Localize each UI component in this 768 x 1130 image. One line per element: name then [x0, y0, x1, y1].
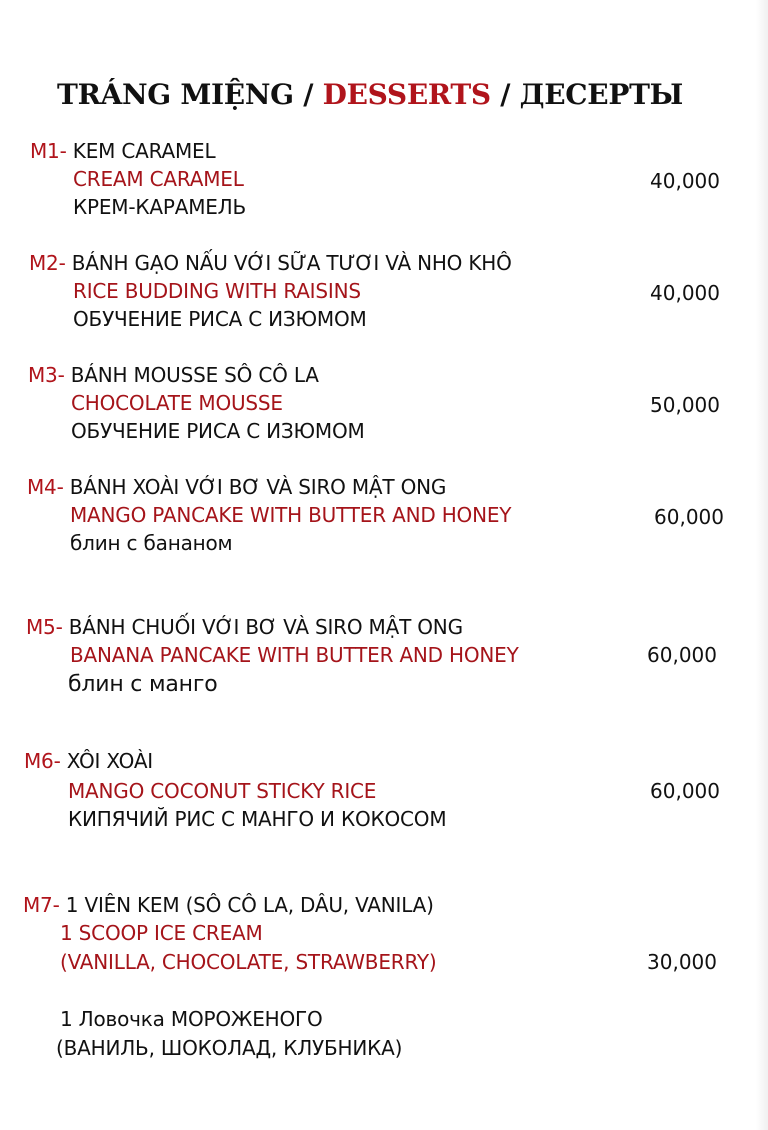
item-code: M5-: [26, 615, 63, 639]
item-name-ru: ОБУЧЕНИЕ РИСА С ИЗЮМОМ: [73, 307, 367, 331]
page-edge-shadow: [756, 0, 768, 1130]
item-vi-line: [29, 249, 512, 277]
item-code: M1-: [30, 139, 67, 163]
item-vi-line: [26, 613, 463, 641]
item-price: 30,000: [647, 950, 717, 974]
item-price: 60,000: [650, 779, 720, 803]
item-name-vi: BÁNH XOÀI VỚI BƠ VÀ SIRO MẬT ONG: [69, 475, 447, 499]
item-name-vi: XÔI XOÀI: [66, 749, 153, 773]
title-separator-1: /: [293, 78, 323, 111]
page-title: [0, 78, 740, 111]
item-name-en-flavors: (VANILLA, CHOCOLATE, STRAWBERRY): [60, 950, 437, 974]
item-name-ru: 1 Ловочка МОРОЖЕНОГО: [60, 1007, 323, 1031]
item-vi-line: [27, 473, 446, 501]
item-name-vi: 1 VIÊN KEM (SÔ CÔ LA, DÂU, VANILA): [65, 893, 434, 917]
item-vi-line: [30, 137, 215, 165]
item-name-ru: КИПЯЧИЙ РИС С МАНГО И КОКОСОМ: [68, 807, 447, 831]
item-name-en: MANGO PANCAKE WITH BUTTER AND HONEY: [70, 503, 512, 527]
item-name-ru: ОБУЧЕНИЕ РИСА С ИЗЮМОМ: [71, 419, 365, 443]
item-name-vi: KEM CARAMEL: [72, 139, 216, 163]
title-ru: ДЕСЕРТЫ: [519, 78, 683, 111]
title-en: DESSERTS: [322, 78, 491, 111]
item-code: M3-: [28, 363, 65, 387]
item-vi-line: [23, 891, 434, 919]
item-code: M4-: [27, 475, 64, 499]
item-code: M2-: [29, 251, 66, 275]
item-code: M6-: [24, 749, 61, 773]
title-vi: TRÁNG MIỆNG: [57, 78, 294, 111]
title-separator-2: /: [490, 78, 520, 111]
item-name-ru-flavors: (ВАНИЛЬ, ШОКОЛАД, КЛУБНИКА): [56, 1036, 403, 1060]
item-price: 50,000: [650, 393, 720, 417]
item-name-vi: BÁNH GẠO NẤU VỚI SỮA TƯƠI VÀ NHO KHÔ: [71, 251, 512, 275]
item-code: M7-: [23, 893, 60, 917]
item-name-en: RICE BUDDING WITH RAISINS: [73, 279, 361, 303]
item-vi-line: [28, 361, 319, 389]
item-name-vi: BÁNH CHUỐI VỚI BƠ VÀ SIRO MẬT ONG: [68, 615, 463, 639]
item-price: 40,000: [650, 281, 720, 305]
item-price: 60,000: [654, 505, 724, 529]
item-name-ru: блин с бананом: [70, 531, 233, 555]
item-name-ru: блин с манго: [68, 672, 218, 697]
item-name-en: BANANA PANCAKE WITH BUTTER AND HONEY: [70, 643, 519, 667]
item-name-vi: BÁNH MOUSSE SÔ CÔ LA: [70, 363, 319, 387]
item-price: 60,000: [647, 643, 717, 667]
item-name-en: 1 SCOOP ICE CREAM: [60, 921, 263, 945]
item-name-en: CREAM CARAMEL: [73, 167, 244, 191]
item-name-en: CHOCOLATE MOUSSE: [71, 391, 283, 415]
item-name-en: MANGO COCONUT STICKY RICE: [68, 779, 377, 803]
item-price: 40,000: [650, 169, 720, 193]
item-vi-line: [24, 747, 153, 775]
item-name-ru: КРЕМ-КАРАМЕЛЬ: [73, 195, 247, 219]
